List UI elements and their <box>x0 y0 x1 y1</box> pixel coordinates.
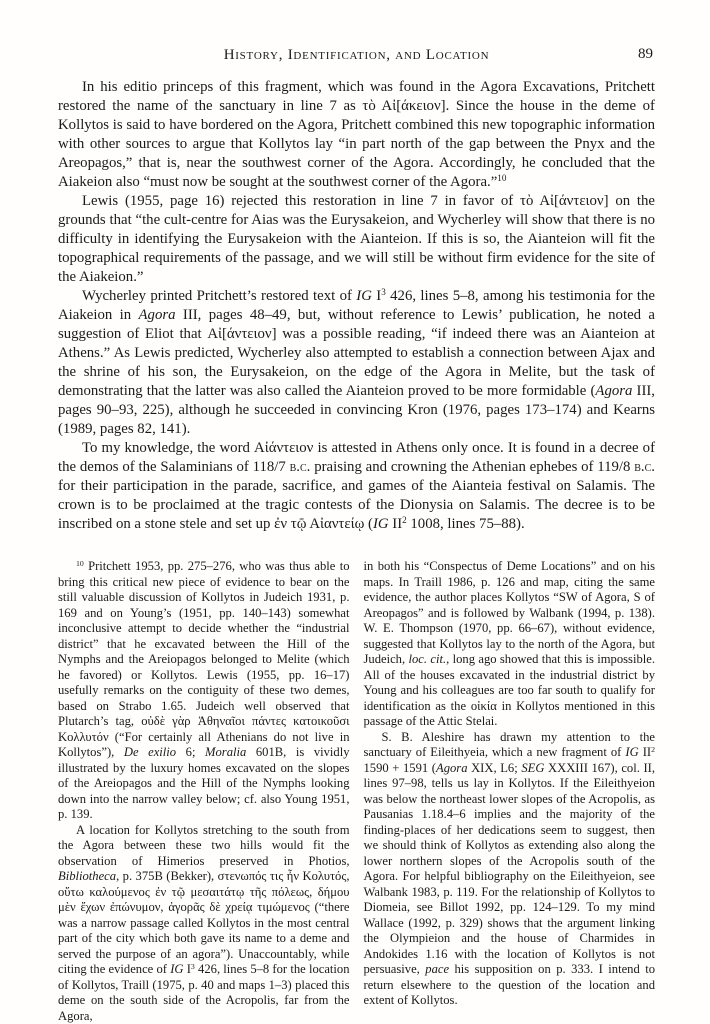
italic-text: pace <box>425 962 450 976</box>
italic-text: IG <box>625 745 639 759</box>
italic-text: De exilio <box>123 745 177 759</box>
paragraph <box>58 78 655 192</box>
footnote-column-left <box>58 559 350 1024</box>
text-run: in both his “Conspectus of Deme Locations” and on his maps. In Traill 1986, p. 126 and map, citing the same evidence, the author places Kollytos “SW of Agora, S of Areopagos” and is followed by Walbank (1994, p. 138). W. E. Thompson (1970, pp. 66–67), without evidence, suggested that Kollytos lay to the north of the Agora, but Judeich, <box>363 559 655 666</box>
page-number: 89 <box>638 46 653 62</box>
text-run: Pritchett 1953, pp. 275–276, who was thus able to bring this critical new piece of evidence to bear on the still valuable discussion of Kollytos in Judeich 1931, p. 169 and on Young’s (1951, pp. 140–143) somewhat inconclusive attempt to decide whether the “industrial district” that he excavated between the Hill of the Nymphs and the Areiopagos belonged to Melite (which he favored) or Kollytos. Lewis (1955, pp. 16–17) usefully remarks on the contiguity of these two demes, based on Strabo 1.65. Judeich well observed that Plutarch’s tag, οὐδὲ γὰρ Ἀθηναῖοι πάντες κατοικοῦσι Κολλυτόν (“For certainly all Athenians do not live in Kollytos”), <box>58 559 350 759</box>
small-caps-text: b.c. <box>289 459 311 475</box>
paragraph <box>58 192 655 287</box>
footnote-reference-superscript: 3 <box>190 961 195 971</box>
text-run: for their participation in the parade, sacrifice, and games of the Aianteia festival on Salamis. The crown is to be proclaimed at the tragic contests of the Dionysia on Salamis. The decree is to be inscribed on a stone stele and set up ἐν τῷ Αἰαντείῳ ( <box>58 478 655 532</box>
paragraph <box>364 559 656 730</box>
italic-text: Agora <box>595 383 633 399</box>
text-run: 426, lines 5–8, among his testimonia for the Aiakeion in <box>58 288 655 323</box>
text-run: praising and crowning the Athenian ephebes of 119/8 <box>310 459 635 475</box>
small-caps-text: b.c. <box>634 459 655 475</box>
text-run: To my knowledge, the word Αἰάντειον is attested in Athens only once. It is found in a decree of the demos of the Salaminians of 118/7 <box>58 440 655 475</box>
text-run: A location for Kollytos stretching to the south from the Agora between these two hills would fit the observation of Himerios preserved in Photios, <box>58 822 350 868</box>
text-run: III, pages 90–93, 225), although he succeeded in convincing Kron (1976, pages 173–174) and Kearns (1989, pages 82, 141). <box>58 383 655 437</box>
italic-text: Bibliotheca <box>58 869 117 883</box>
italic-text: IG <box>372 516 389 532</box>
text-run: , long ago showed that this is impossible. All of the houses excavated in the industrial district by Young and his colleagues are too far south to qualify for identification as the οἰκία in Kollytos mentioned in this passage of the Attic Stelai. <box>363 652 655 728</box>
footnote-column-right <box>364 559 656 1024</box>
text-run: 601B, is vividly illustrated by the luxury homes excavated on the slopes of the Areiopagos and the Hill of the Nymphs looking down into the narrow valley below; cf. also Young 1951, p. 139. <box>58 745 350 821</box>
footnote-reference-superscript: 2 <box>402 514 407 525</box>
paragraph <box>58 287 655 439</box>
footnote-reference-superscript: 2 <box>651 744 655 754</box>
italic-text: loc. cit. <box>408 652 447 666</box>
running-head <box>58 46 655 66</box>
text-run: II <box>638 745 652 759</box>
italic-text: Moralia <box>205 745 247 759</box>
text-run: 1008, lines 75–88). <box>406 516 525 532</box>
paragraph <box>58 439 655 534</box>
text-run: his supposition on p. 333. I intend to return elsewhere to the question of the location and extent of Kollytos. <box>363 962 656 1007</box>
paragraph <box>58 559 350 823</box>
text-run: I <box>371 288 382 304</box>
footnote-reference-superscript: 10 <box>76 558 84 568</box>
italic-text: Agora <box>138 307 176 323</box>
text-run: Wycherley printed Pritchett’s restored text of <box>82 288 357 304</box>
footnote-reference-superscript: 3 <box>381 286 386 297</box>
text-run: 426, lines 5–8 for the location of Kollytos, Traill (1975, p. 40 and maps 1–3) placed this deme on the south side of the Acropolis, far from the Agora, <box>58 962 350 1023</box>
footnote-reference-superscript: 10 <box>497 172 507 183</box>
paragraph <box>364 730 656 1009</box>
text-run: I <box>183 962 191 976</box>
italic-text: IG <box>170 962 184 976</box>
text-run: II <box>388 516 403 532</box>
text-run: In his editio princeps of this fragment, which was found in the Agora Excavations, Pritchett restored the name of the sanctuary in line 7 as τὸ Αἰ[άκειον]. Since the house in the deme of Kollytos is said to have bordered on the Agora, Pritchett combined this new topographic information with other sources to argue that Kollytos lay “in part north of the gap between the Pnyx and the Areopagos,” that is, near the southwest corner of the Agora. Accordingly, he concluded that the Aiakeion also “must now be sought at the southwest corner of the Agora.” <box>58 79 655 190</box>
text-run: 1590 + 1591 ( <box>363 760 436 775</box>
body-text <box>58 78 655 534</box>
italic-text: IG <box>356 288 372 304</box>
page-title: History, Identification, and Location <box>223 47 490 63</box>
text-run: XIX, L6; <box>467 760 522 775</box>
italic-text: SEG <box>521 760 545 775</box>
italic-text: Agora <box>436 760 468 775</box>
footnotes-section <box>58 559 655 1024</box>
text-run: Lewis (1955, page 16) rejected this restoration in line 7 in favor of τὸ Αἰ[άντειον] on the grounds that “the cult-centre for Aias was the Eurysakeion, and Wycherley will show that there is no difficulty in identifying the Eurysakeion with the Aianteion. If this is so, the Aianteion will fit the topographical requirements of the passage, and we will still be without firm evidence for the site of the Aiakeion.” <box>58 193 655 285</box>
text-run: III, pages 48–49, but, without reference to Lewis’ publication, he noted a suggestion of Eliot that Αἰ[άντειον] was a possible reading, “if indeed there was an Aianteion at Athens.” As Lewis predicted, Wycherley also attempted to establish a connection between Ajax and the shrine of his son, the Eurysakeion, on the edge of the Agora in Melite, but the task of demonstrating that the latter was also called the Aianteion proved to be more formidable ( <box>58 307 655 399</box>
text-run: , p. 375B (Bekker), στενωπός τις ἦν Κολυτός, οὕτω καλούμενος ἐν τῷ μεσαιτάτῳ τῆς πόλεως, δήμου μὲν ἔχων ἐπώνυμον, ἀγορᾶς δὲ χρείᾳ τιμώμενος (“there was a narrow passage called Kollytos in the most central part of the city which both gave its name to a deme and served the purpose of an agora”). Unaccountably, while citing the evidence of <box>58 869 350 976</box>
text-run: XXXIII 167), col. II, lines 97–98, tells us lay in Kollytos. If the Eileithyeion was below the northeast lower slopes of the Acropolis, as Pausanias 1.18.4–6 implies and the majority of the finding-places of her dedications seem to suggest, then we should think of Kollytos as extending also along the lower northern slopes of the Acropolis south of the Agora. For helpful bibliography on the Eileithyeion, see Walbank 1983, p. 119. For the relationship of Kollytos to Diomeia, see Billot 1992, pp. 124–129. To my mind Wallace (1992, p. 329) shows that the argument linking the Olympieion and the house of Charmides in Andokides 1.16 with the location of Kollytos is not persuasive, <box>363 760 656 976</box>
text-run: 6; <box>176 745 206 759</box>
paragraph <box>58 823 350 1024</box>
text-run: S. B. Aleshire has drawn my attention to the sanctuary of Eileithyeia, which a new fragment of <box>363 729 655 759</box>
